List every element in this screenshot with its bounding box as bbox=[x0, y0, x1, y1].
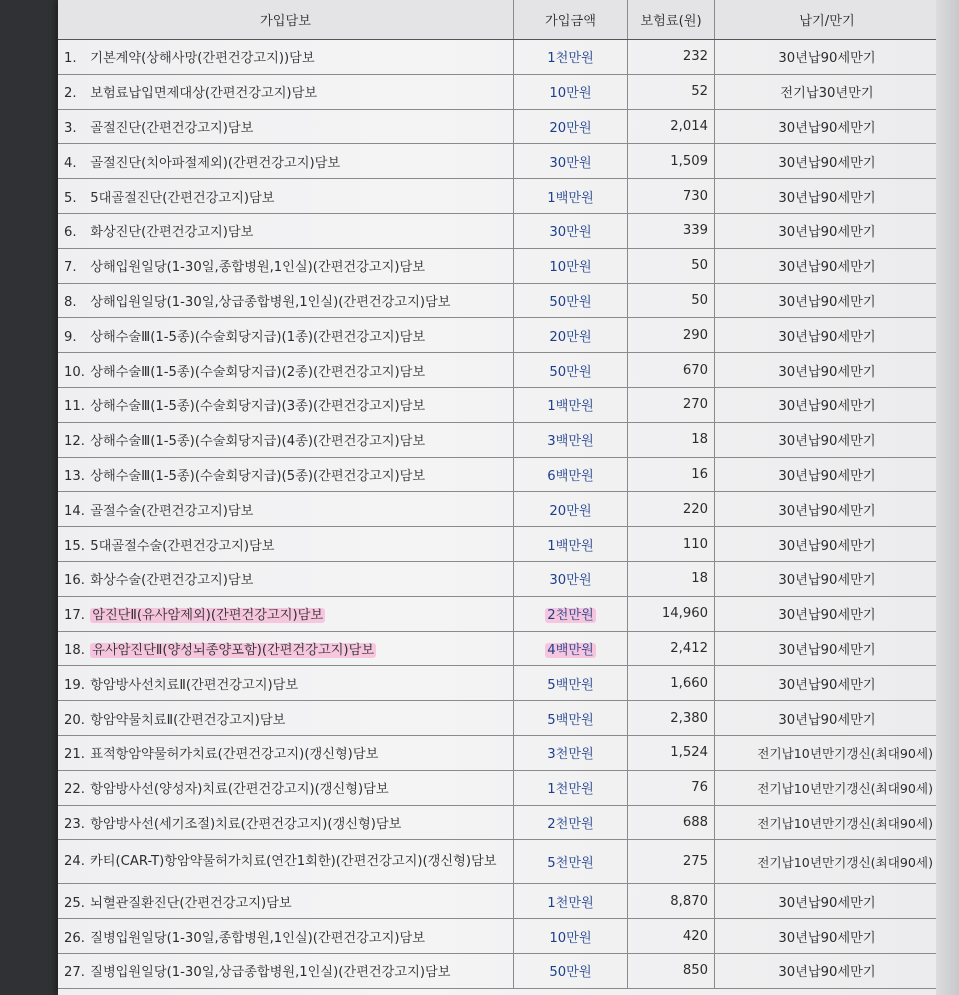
premium-cell: 2,380 bbox=[628, 701, 715, 736]
row-number: 4. bbox=[64, 155, 77, 171]
coverage-name: 상해수술Ⅲ(1-5종)(수술회당지급)(4종)(간편건강고지)담보 bbox=[90, 434, 426, 450]
amount-cell bbox=[514, 919, 628, 954]
coverage-cell bbox=[58, 701, 514, 736]
amount-cell bbox=[514, 735, 628, 770]
coverage-cell bbox=[58, 74, 514, 109]
coverage-cell bbox=[58, 527, 514, 562]
coverage-name: 암진단Ⅱ(유사암제외)(간편건강고지)담보 bbox=[92, 608, 324, 624]
row-number: 25. bbox=[64, 895, 85, 911]
amount-value: 1천만원 bbox=[547, 782, 594, 798]
premium-cell: 8,870 bbox=[628, 884, 715, 919]
term-cell: 30년납90세만기 bbox=[715, 884, 940, 919]
coverage-cell bbox=[58, 318, 514, 353]
coverage-name: 항암약물치료Ⅱ(간편건강고지)담보 bbox=[90, 712, 286, 728]
term-cell: 30년납90세만기 bbox=[715, 213, 940, 248]
table-row bbox=[58, 631, 939, 666]
term-cell: 30년납90세만기 bbox=[715, 666, 940, 701]
coverage-name: 질병입원일당(1-30일,종합병원,1인실)(간편건강고지)담보 bbox=[90, 930, 426, 946]
amount-cell bbox=[514, 40, 628, 75]
premium-cell: 18 bbox=[628, 561, 715, 596]
term-cell: 30년납90세만기 bbox=[715, 457, 940, 492]
coverage-name: 상해수술Ⅲ(1-5종)(수술회당지급)(5종)(간편건강고지)담보 bbox=[90, 468, 426, 484]
amount-cell bbox=[514, 422, 628, 457]
term-cell: 30년납90세만기 bbox=[715, 144, 940, 179]
coverage-cell bbox=[58, 884, 514, 919]
term-cell: 전기납10년만기갱신(최대90세) bbox=[715, 735, 940, 770]
coverage-name: 표적항암약물허가치료(간편건강고지)(갱신형)담보 bbox=[90, 747, 379, 763]
amount-cell bbox=[514, 74, 628, 109]
coverage-cell bbox=[58, 770, 514, 805]
premium-cell: 18 bbox=[628, 422, 715, 457]
coverage-name: 뇌혈관질환진단(간편건강고지)담보 bbox=[90, 895, 292, 911]
amount-value: 5백만원 bbox=[547, 677, 594, 693]
amount-cell bbox=[514, 527, 628, 562]
term-cell: 30년납90세만기 bbox=[715, 631, 940, 666]
row-number: 19. bbox=[64, 677, 85, 693]
amount-value: 50만원 bbox=[549, 965, 592, 981]
term-cell: 30년납90세만기 bbox=[715, 40, 940, 75]
table-row bbox=[58, 561, 939, 596]
amount-value: 1백만원 bbox=[547, 399, 594, 415]
premium-cell: 76 bbox=[628, 770, 715, 805]
row-number: 26. bbox=[64, 930, 85, 946]
table-row bbox=[58, 666, 939, 701]
row-number: 6. bbox=[64, 225, 77, 241]
coverage-cell bbox=[58, 283, 514, 318]
amount-value: 5천만원 bbox=[547, 856, 594, 872]
term-cell: 30년납90세만기 bbox=[715, 492, 940, 527]
amount-value: 10만원 bbox=[549, 260, 592, 276]
term-cell: 30년납90세만기 bbox=[715, 318, 940, 353]
row-number: 10. bbox=[64, 364, 85, 380]
premium-cell: 339 bbox=[628, 213, 715, 248]
table-row bbox=[58, 40, 939, 75]
coverage-cell bbox=[58, 631, 514, 666]
amount-value: 20만원 bbox=[549, 120, 592, 136]
table-row bbox=[58, 953, 939, 988]
premium-cell: 730 bbox=[628, 179, 715, 214]
premium-cell: 275 bbox=[628, 840, 715, 884]
table-row bbox=[58, 805, 939, 840]
coverage-name: 상해수술Ⅲ(1-5종)(수술회당지급)(2종)(간편건강고지)담보 bbox=[90, 364, 426, 380]
term-cell: 전기납10년만기갱신(최대90세) bbox=[715, 840, 940, 884]
document-page bbox=[58, 0, 936, 995]
term-cell: 30년납90세만기 bbox=[715, 353, 940, 388]
premium-cell: 52 bbox=[628, 74, 715, 109]
amount-cell bbox=[514, 953, 628, 988]
row-number: 7. bbox=[64, 260, 77, 276]
table-row bbox=[58, 248, 939, 283]
row-number: 22. bbox=[64, 782, 85, 798]
coverage-name: 상해입원일당(1-30일,종합병원,1인실)(간편건강고지)담보 bbox=[90, 260, 426, 276]
coverage-name: 상해입원일당(1-30일,상급종합병원,1인실)(간편건강고지)담보 bbox=[90, 294, 451, 310]
amount-value: 2천만원 bbox=[547, 608, 594, 624]
premium-cell: 270 bbox=[628, 387, 715, 422]
header-premium: 보험료(원) bbox=[628, 0, 715, 40]
coverage-name: 기본계약(상해사망(간편건강고지))담보 bbox=[90, 51, 315, 67]
coverage-cell bbox=[58, 735, 514, 770]
coverage-cell bbox=[58, 213, 514, 248]
term-cell: 30년납90세만기 bbox=[715, 596, 940, 631]
header-amount: 가입금액 bbox=[514, 0, 628, 40]
header-coverage: 가입담보 bbox=[58, 0, 514, 40]
amount-cell bbox=[514, 492, 628, 527]
table-header-row bbox=[58, 0, 939, 40]
amount-value: 5백만원 bbox=[547, 712, 594, 728]
term-cell: 30년납90세만기 bbox=[715, 422, 940, 457]
table-row bbox=[58, 353, 939, 388]
row-number: 9. bbox=[64, 329, 77, 345]
amount-value: 20만원 bbox=[549, 329, 592, 345]
table-row bbox=[58, 144, 939, 179]
term-cell: 30년납90세만기 bbox=[715, 527, 940, 562]
amount-value: 6백만원 bbox=[547, 468, 594, 484]
amount-cell bbox=[514, 213, 628, 248]
row-number: 8. bbox=[64, 294, 77, 310]
amount-cell bbox=[514, 318, 628, 353]
coverage-cell bbox=[58, 596, 514, 631]
amount-value: 30만원 bbox=[549, 155, 592, 171]
term-cell: 30년납90세만기 bbox=[715, 919, 940, 954]
coverage-cell bbox=[58, 40, 514, 75]
row-number: 3. bbox=[64, 120, 77, 136]
coverage-name: 보험료납입면제대상(간편건강고지)담보 bbox=[90, 86, 318, 102]
term-cell: 30년납90세만기 bbox=[715, 953, 940, 988]
row-number: 14. bbox=[64, 503, 85, 519]
term-cell: 30년납90세만기 bbox=[715, 701, 940, 736]
table-body bbox=[58, 40, 939, 989]
coverage-name: 5대골절수술(간편건강고지)담보 bbox=[90, 538, 275, 554]
coverage-name: 질병입원일당(1-30일,상급종합병원,1인실)(간편건강고지)담보 bbox=[90, 965, 451, 981]
table-row bbox=[58, 770, 939, 805]
premium-cell: 1,660 bbox=[628, 666, 715, 701]
row-number: 11. bbox=[64, 399, 85, 415]
coverage-cell bbox=[58, 666, 514, 701]
header-term: 납기/만기 bbox=[715, 0, 940, 40]
premium-cell: 110 bbox=[628, 527, 715, 562]
row-number: 20. bbox=[64, 712, 85, 728]
premium-cell: 2,412 bbox=[628, 631, 715, 666]
table-row bbox=[58, 213, 939, 248]
premium-cell: 290 bbox=[628, 318, 715, 353]
coverage-name: 항암방사선(양성자)치료(간편건강고지)(갱신형)담보 bbox=[90, 782, 389, 798]
table-row bbox=[58, 283, 939, 318]
coverage-cell bbox=[58, 144, 514, 179]
amount-value: 30만원 bbox=[549, 225, 592, 241]
coverage-cell bbox=[58, 387, 514, 422]
amount-value: 50만원 bbox=[549, 294, 592, 310]
amount-cell bbox=[514, 248, 628, 283]
premium-cell: 688 bbox=[628, 805, 715, 840]
amount-value: 20만원 bbox=[549, 503, 592, 519]
term-cell: 30년납90세만기 bbox=[715, 561, 940, 596]
amount-cell bbox=[514, 387, 628, 422]
term-cell: 전기납30년만기 bbox=[715, 74, 940, 109]
amount-cell bbox=[514, 179, 628, 214]
amount-value: 1백만원 bbox=[547, 190, 594, 206]
coverage-cell bbox=[58, 179, 514, 214]
premium-cell: 14,960 bbox=[628, 596, 715, 631]
row-number: 2. bbox=[64, 86, 77, 102]
row-number: 1. bbox=[64, 51, 77, 67]
row-number: 18. bbox=[64, 642, 85, 658]
premium-cell: 420 bbox=[628, 919, 715, 954]
amount-value: 4백만원 bbox=[547, 642, 594, 658]
term-cell: 30년납90세만기 bbox=[715, 283, 940, 318]
coverage-name: 화상진단(간편건강고지)담보 bbox=[90, 225, 254, 241]
coverage-cell bbox=[58, 109, 514, 144]
coverage-name: 화상수술(간편건강고지)담보 bbox=[90, 573, 254, 589]
premium-cell: 1,509 bbox=[628, 144, 715, 179]
amount-cell bbox=[514, 805, 628, 840]
premium-cell: 232 bbox=[628, 40, 715, 75]
table-row bbox=[58, 74, 939, 109]
amount-value: 10만원 bbox=[549, 86, 592, 102]
coverage-cell bbox=[58, 422, 514, 457]
amount-cell bbox=[514, 770, 628, 805]
amount-cell bbox=[514, 353, 628, 388]
term-cell: 30년납90세만기 bbox=[715, 179, 940, 214]
amount-value: 1천만원 bbox=[547, 895, 594, 911]
page-edge bbox=[936, 0, 959, 995]
coverage-cell bbox=[58, 953, 514, 988]
premium-cell: 1,524 bbox=[628, 735, 715, 770]
table-row bbox=[58, 422, 939, 457]
amount-value: 10만원 bbox=[549, 930, 592, 946]
table-row bbox=[58, 109, 939, 144]
table-row bbox=[58, 840, 939, 884]
coverage-name: 항암방사선치료Ⅱ(간편건강고지)담보 bbox=[90, 677, 299, 693]
table-row bbox=[58, 735, 939, 770]
amount-cell bbox=[514, 701, 628, 736]
amount-cell bbox=[514, 666, 628, 701]
amount-value: 3백만원 bbox=[547, 434, 594, 450]
coverage-table bbox=[58, 0, 939, 989]
term-cell: 30년납90세만기 bbox=[715, 248, 940, 283]
table-row bbox=[58, 596, 939, 631]
amount-value: 3천만원 bbox=[547, 747, 594, 763]
table-row bbox=[58, 884, 939, 919]
coverage-cell bbox=[58, 919, 514, 954]
table-row bbox=[58, 527, 939, 562]
amount-cell bbox=[514, 457, 628, 492]
row-number: 17. bbox=[64, 608, 85, 624]
term-cell: 30년납90세만기 bbox=[715, 387, 940, 422]
coverage-cell bbox=[58, 457, 514, 492]
amount-value: 2천만원 bbox=[547, 816, 594, 832]
coverage-cell bbox=[58, 840, 514, 884]
row-number: 24. bbox=[64, 853, 85, 869]
amount-value: 50만원 bbox=[549, 364, 592, 380]
coverage-name: 골절진단(치아파절제외)(간편건강고지)담보 bbox=[90, 155, 341, 171]
amount-cell bbox=[514, 596, 628, 631]
row-number: 27. bbox=[64, 965, 85, 981]
row-number: 23. bbox=[64, 816, 85, 832]
coverage-name: 카티(CAR-T)항암약물허가치료(연간1회한)(간편건강고지)(갱신형)담보 bbox=[90, 853, 497, 869]
coverage-name: 상해수술Ⅲ(1-5종)(수술회당지급)(3종)(간편건강고지)담보 bbox=[90, 399, 426, 415]
coverage-cell bbox=[58, 561, 514, 596]
term-cell: 30년납90세만기 bbox=[715, 109, 940, 144]
coverage-name: 항암방사선(세기조절)치료(간편건강고지)(갱신형)담보 bbox=[90, 816, 402, 832]
coverage-cell bbox=[58, 492, 514, 527]
amount-cell bbox=[514, 840, 628, 884]
table-row bbox=[58, 457, 939, 492]
table-row bbox=[58, 387, 939, 422]
premium-cell: 670 bbox=[628, 353, 715, 388]
table-row bbox=[58, 919, 939, 954]
coverage-cell bbox=[58, 353, 514, 388]
premium-cell: 850 bbox=[628, 953, 715, 988]
table-row bbox=[58, 701, 939, 736]
row-number: 12. bbox=[64, 434, 85, 450]
amount-cell bbox=[514, 631, 628, 666]
amount-cell bbox=[514, 884, 628, 919]
coverage-cell bbox=[58, 248, 514, 283]
amount-value: 30만원 bbox=[549, 573, 592, 589]
amount-cell bbox=[514, 144, 628, 179]
coverage-name: 유사암진단Ⅱ(양성뇌종양포함)(간편건강고지)담보 bbox=[92, 642, 375, 658]
coverage-name: 골절진단(간편건강고지)담보 bbox=[90, 120, 254, 136]
table-row bbox=[58, 492, 939, 527]
coverage-cell bbox=[58, 805, 514, 840]
table-row bbox=[58, 179, 939, 214]
coverage-name: 5대골절진단(간편건강고지)담보 bbox=[90, 190, 275, 206]
premium-cell: 2,014 bbox=[628, 109, 715, 144]
row-number: 16. bbox=[64, 573, 85, 589]
amount-cell bbox=[514, 109, 628, 144]
premium-cell: 220 bbox=[628, 492, 715, 527]
premium-cell: 50 bbox=[628, 283, 715, 318]
amount-value: 1천만원 bbox=[547, 51, 594, 67]
coverage-name: 상해수술Ⅲ(1-5종)(수술회당지급)(1종)(간편건강고지)담보 bbox=[90, 329, 426, 345]
row-number: 13. bbox=[64, 468, 85, 484]
amount-cell bbox=[514, 561, 628, 596]
premium-cell: 50 bbox=[628, 248, 715, 283]
row-number: 21. bbox=[64, 747, 85, 763]
premium-cell: 16 bbox=[628, 457, 715, 492]
table-row bbox=[58, 318, 939, 353]
row-number: 15. bbox=[64, 538, 85, 554]
amount-cell bbox=[514, 283, 628, 318]
term-cell: 전기납10년만기갱신(최대90세) bbox=[715, 770, 940, 805]
coverage-name: 골절수술(간편건강고지)담보 bbox=[90, 503, 254, 519]
term-cell: 전기납10년만기갱신(최대90세) bbox=[715, 805, 940, 840]
amount-value: 1백만원 bbox=[547, 538, 594, 554]
row-number: 5. bbox=[64, 190, 77, 206]
